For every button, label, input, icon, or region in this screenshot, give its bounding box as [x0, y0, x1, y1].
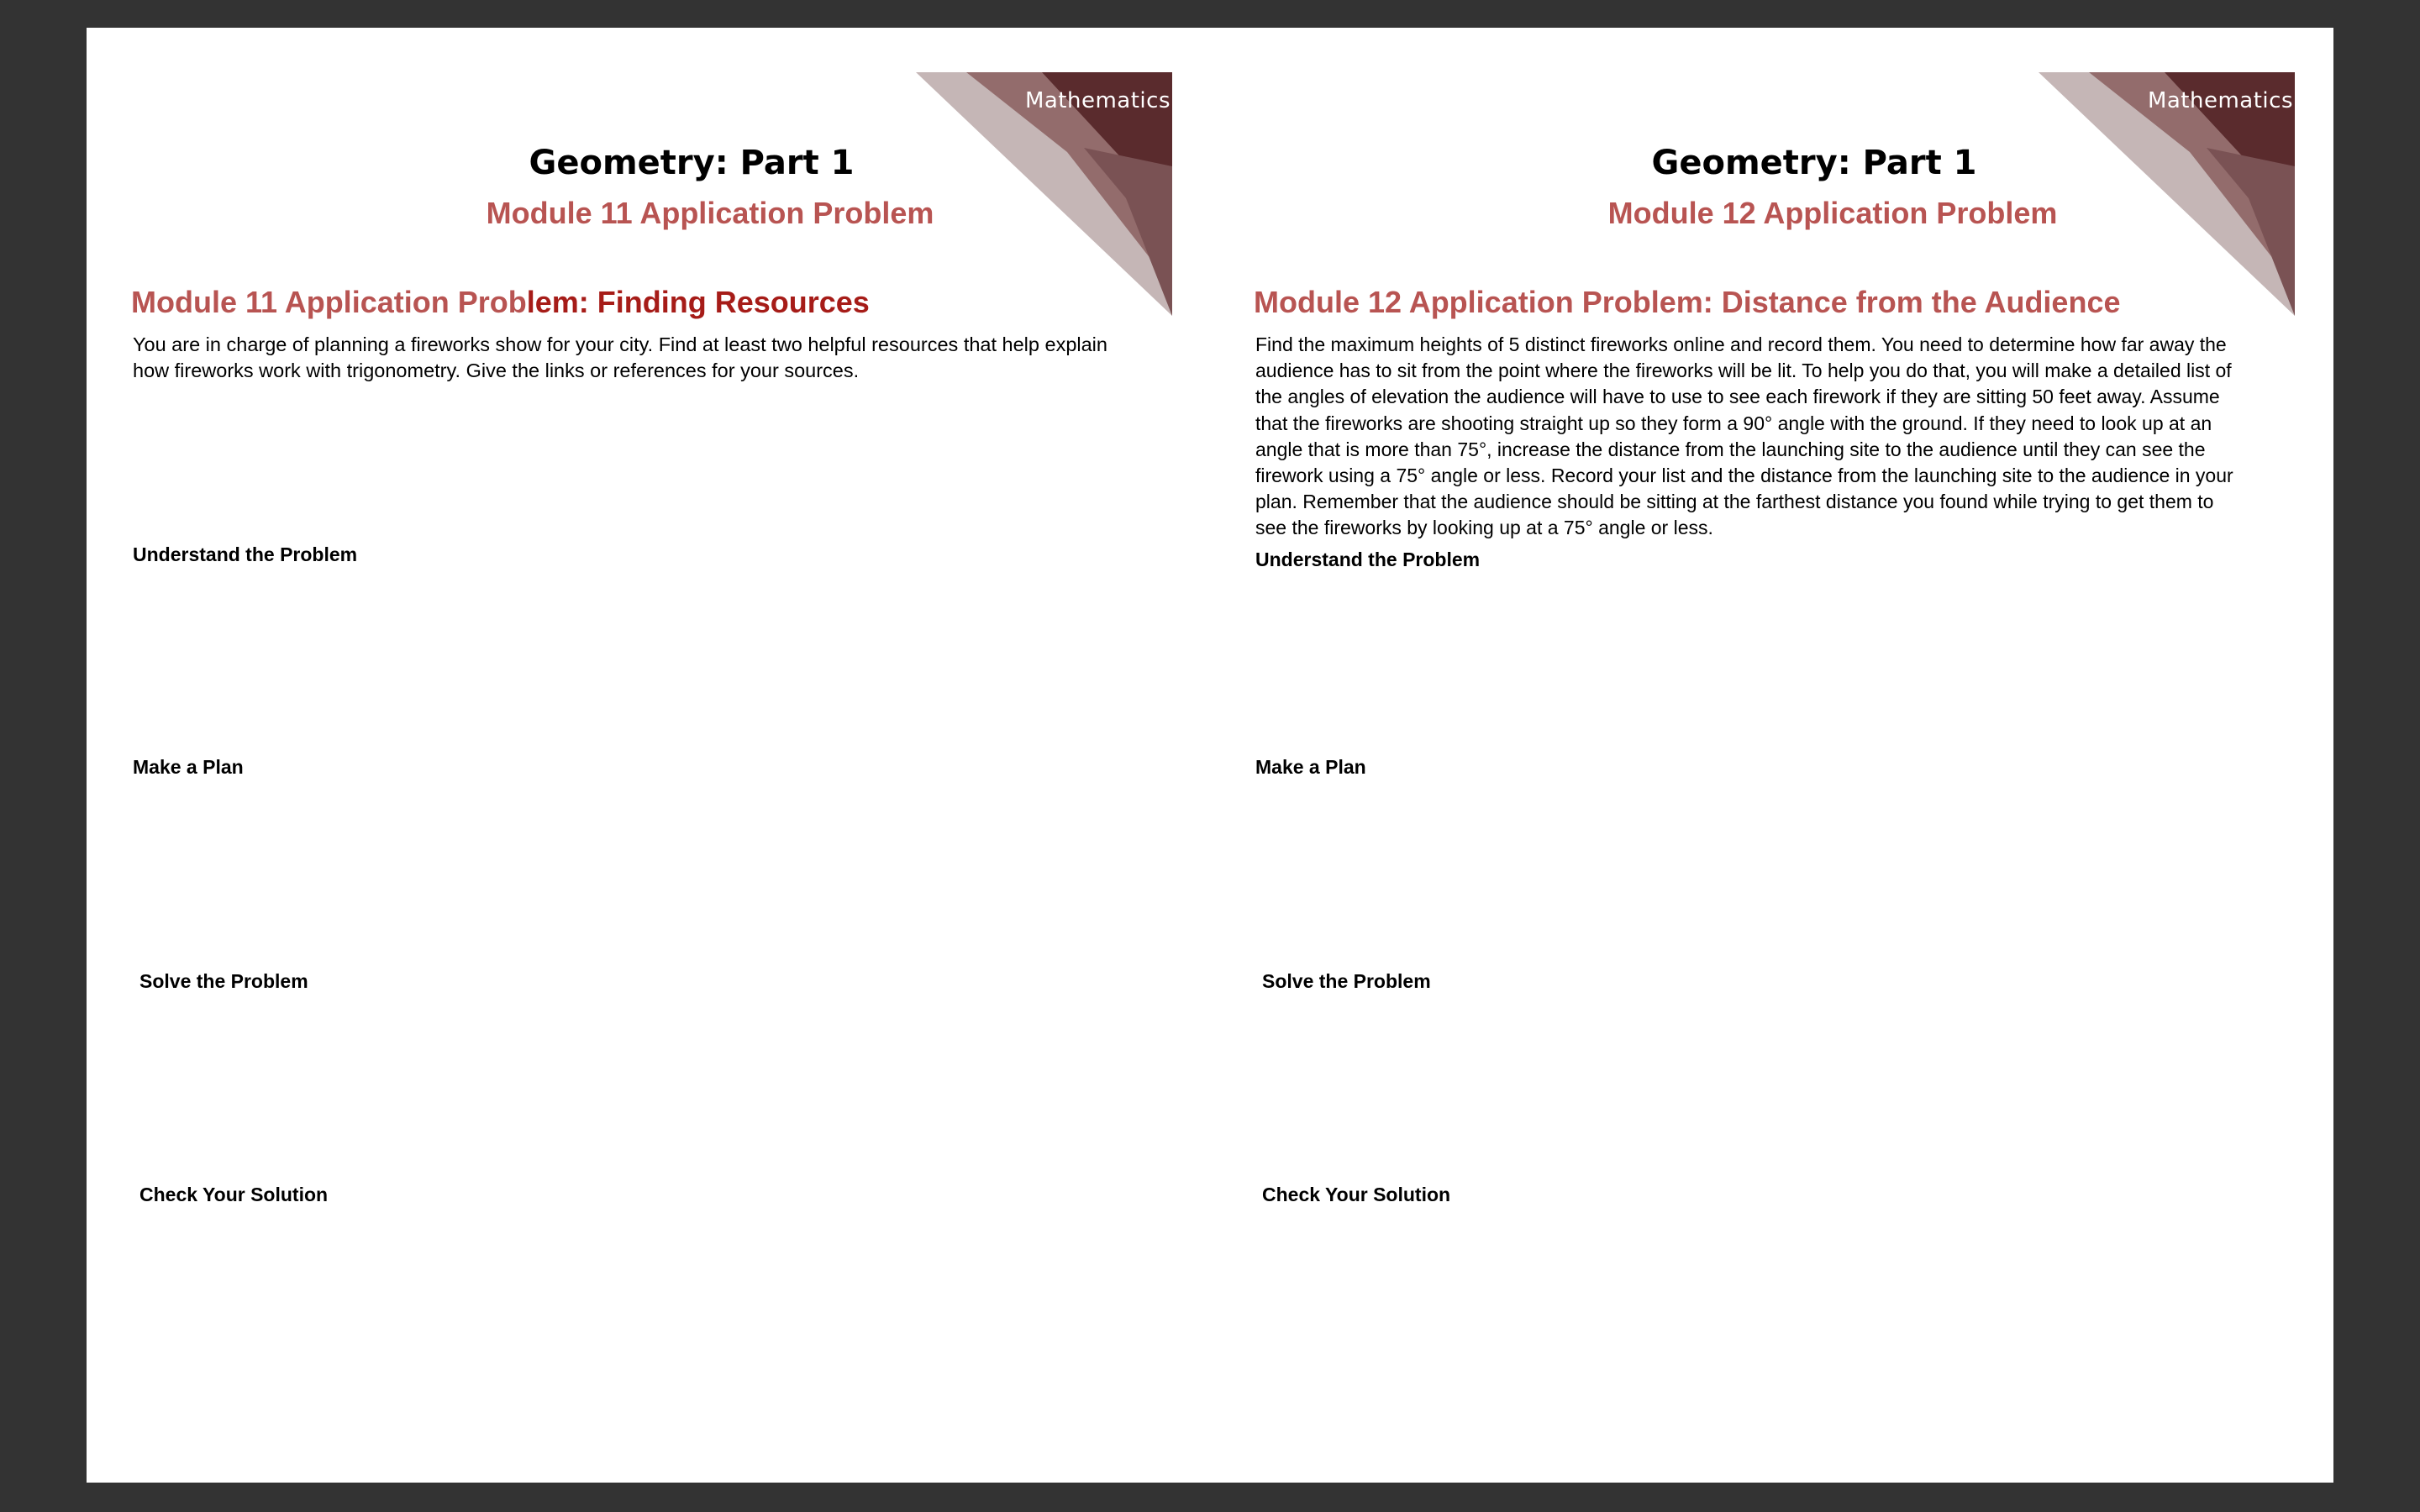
- problem-prompt: You are in charge of planning a fireworks show for your city. Find at least two helpful resources that help explain how fireworks work with trigonometry. Give the links or references for your sources.: [133, 333, 1107, 382]
- problem-prompt: Find the maximum heights of 5 distinct fireworks online and record them. You need to determine how far away the audience has to sit from the point where the fireworks will be lit. To help you do that, you will make a detailed list of the angles of elevation the audience will have to use to see each firework if they are sitting 50 feet away. Assume that the fireworks are shooting straight up so they form a 90° angle with the ground. If they need to look up at an angle that is more than 75°, increase the distance from the launching site to the audience until they can see the firework using a 75° angle or less. Record your list and the distance from the launching site to the audience in your plan. Remember that the audience should be sitting at the farthest distance you found while trying to get them to see the fireworks by looking up at a 75° angle or less.: [1255, 333, 2233, 539]
- page-module-12: [1209, 28, 2332, 1483]
- step-solve-the-problem: Solve the Problem: [139, 970, 308, 992]
- step-understand-the-problem: Understand the Problem: [133, 543, 358, 565]
- page-module-11: [87, 28, 1209, 1483]
- section-title-part2: lem: Finding Resources: [526, 285, 870, 319]
- module-subtitle: Module 12 Application Problem: [1607, 196, 2058, 230]
- module-subtitle: Module 11 Application Problem: [486, 196, 934, 230]
- step-solve-the-problem: Solve the Problem: [1262, 970, 1431, 992]
- step-check-your-solution: Check Your Solution: [139, 1184, 329, 1205]
- subject-label: Mathematics: [1024, 88, 1171, 113]
- section-title-part1: Module 11 Application Prob: [131, 285, 527, 319]
- step-check-your-solution: Check Your Solution: [1262, 1184, 1451, 1205]
- step-understand-the-problem: Understand the Problem: [1255, 549, 1481, 570]
- course-title: Geometry: Part 1: [1651, 144, 1977, 182]
- section-title: Module 12 Application Problem: Distance from the Audience: [1254, 285, 2121, 319]
- course-title: Geometry: Part 1: [529, 144, 855, 182]
- step-make-a-plan: Make a Plan: [1255, 756, 1366, 778]
- section-title: [131, 285, 870, 320]
- subject-label: Mathematics: [2147, 88, 2293, 113]
- document-spread: [87, 28, 2333, 1483]
- step-make-a-plan: Make a Plan: [133, 756, 244, 778]
